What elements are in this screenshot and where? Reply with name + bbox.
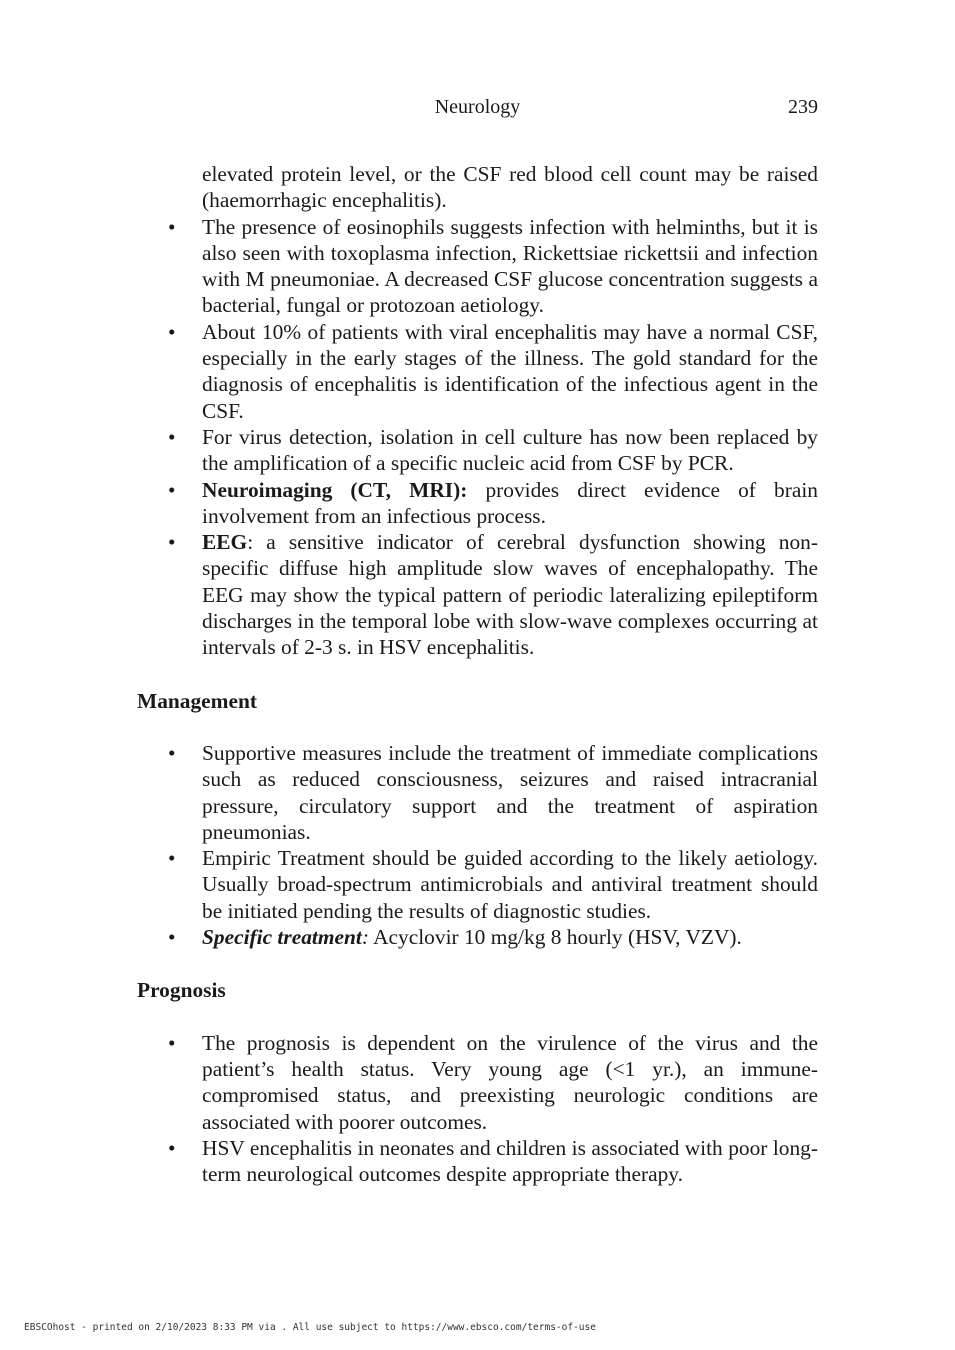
list-item-colon: : [361, 925, 369, 950]
page-body [137, 161, 818, 1187]
list-item [137, 424, 818, 477]
continued-paragraph: elevated protein level, or the CSF red blood cell count may be raised (haemorrhagic encephalitis). [202, 162, 818, 213]
bullet-icon: • [168, 740, 176, 765]
running-title: Neurology [434, 96, 521, 118]
list-item-text: : a sensitive indicator of cerebral dysfunction showing non-specific diffuse high amplitude slow waves of encephalopathy. The EEG may show the typical pattern of periodic lateralizing epileptiform discharges in the temporal lobe with slow-wave complexes occurring at intervals of 2-3 s. in HSV encephalitis. [202, 530, 818, 660]
list-item-lead: EEG [202, 530, 248, 555]
management-list [137, 740, 818, 950]
list-item [137, 924, 818, 950]
bullet-icon: • [168, 1030, 176, 1055]
list-item-text: HSV encephalitis in neonates and children is associated with poor long-term neurological outcomes despite appropriate therapy. [202, 1135, 818, 1187]
bullet-icon: • [168, 424, 176, 449]
footer-notice: EBSCOhost - printed on 2/10/2023 8:33 PM via . All use subject to https://www.ebsco.com/terms-of-use [24, 1322, 596, 1333]
running-header [137, 96, 818, 122]
bullet-icon: • [168, 530, 176, 555]
list-item-text: The presence of eosinophils suggests infection with helminths, but it is also seen with toxoplasma infection, Rickettsiae rickettsii and infection with M pneumoniae. A decreased CSF glucose concentration suggests a bacterial, fungal or protozoan aetiology. [202, 214, 818, 318]
list-item-text: provides direct evidence of brain involvement from an infectious process. [202, 477, 818, 528]
list-item [137, 1030, 818, 1135]
list-item-text: Acyclovir 10 mg/kg 8 hourly (HSV, VZV). [368, 925, 742, 950]
diagnosis-list [137, 214, 818, 661]
bullet-icon: • [168, 477, 176, 502]
list-item-text: For virus detection, isolation in cell culture has now been replaced by the amplification of a specific nucleic acid from CSF by PCR. [202, 424, 818, 476]
list-item [137, 1135, 818, 1188]
list-item [137, 214, 818, 319]
list-item [137, 319, 818, 424]
page-number: 239 [788, 96, 818, 118]
bullet-icon: • [168, 925, 176, 950]
list-item [137, 740, 818, 845]
list-item [137, 477, 818, 530]
list-item [137, 529, 818, 660]
list-item-text: About 10% of patients with viral encephalitis may have a normal CSF, especially in the early stages of the illness. The gold standard for the diagnosis of encephalitis is identification of the infectious agent in the CSF. [202, 319, 818, 423]
prognosis-list [137, 1030, 818, 1188]
list-item-text: Supportive measures include the treatment of immediate complications such as reduced consciousness, seizures and raised intracranial pressure, circulatory support and the treatment of aspiration pneumonias. [202, 740, 818, 844]
bullet-icon: • [168, 214, 176, 239]
bullet-icon: • [168, 846, 176, 871]
list-item-lead: Specific treatment [202, 925, 362, 950]
bullet-icon: • [168, 319, 176, 344]
section-heading-management: Management [137, 688, 257, 713]
list-item-lead: Neuroimaging (CT, MRI): [202, 477, 468, 502]
list-item-text: The prognosis is dependent on the virulence of the virus and the patient’s health status. Very young age (<1 yr.), an immune-compromised status, and preexisting neurologic conditions are associated with poorer outcomes. [202, 1030, 818, 1134]
list-item [137, 845, 818, 924]
section-heading-prognosis: Prognosis [137, 978, 226, 1003]
bullet-icon: • [168, 1135, 176, 1160]
list-item-text: Empiric Treatment should be guided according to the likely aetiology. Usually broad-spectrum antimicrobials and antiviral treatment should be initiated pending the results of diagnostic studies. [202, 846, 818, 923]
